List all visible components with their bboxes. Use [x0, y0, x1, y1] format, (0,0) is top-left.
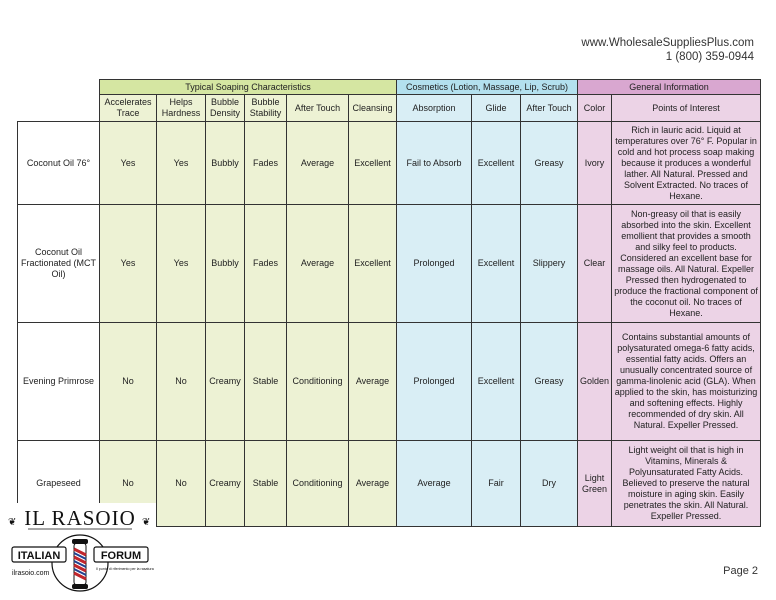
cell-cleansing: Excellent: [349, 122, 397, 205]
logo-left-word: ITALIAN: [17, 550, 61, 562]
cell-trace: No: [100, 441, 157, 527]
cell-stability: Fades: [245, 205, 287, 323]
oil-name: Coconut Oil 76°: [18, 122, 100, 205]
group-soaping: Typical Soaping Characteristics: [100, 80, 397, 95]
col-after-touch: After Touch: [287, 95, 349, 122]
il-rasoio-logo: [4, 503, 156, 595]
oil-name: Evening Primrose: [18, 323, 100, 441]
cell-cleansing: Average: [349, 441, 397, 527]
cell-after-touch-cosmetic: Dry: [521, 441, 578, 527]
cell-after-touch: Conditioning: [287, 441, 349, 527]
barber-pole-icon: [72, 539, 88, 589]
cell-after-touch-cosmetic: Slippery: [521, 205, 578, 323]
page-number: Page 2: [723, 565, 758, 577]
col-after-touch-cosmetic: After Touch: [521, 95, 578, 122]
logo-right-word: FORUM: [100, 550, 142, 562]
phone-text: 1 (800) 359-0944: [665, 51, 754, 63]
logo-ornament-left: ❦: [8, 517, 17, 528]
logo-site: ilrasoio.com: [12, 570, 50, 577]
cell-density: Bubbly: [206, 122, 245, 205]
cell-density: Bubbly: [206, 205, 245, 323]
cell-hardness: No: [157, 441, 206, 527]
cell-stability: Stable: [245, 323, 287, 441]
cell-color: Clear: [578, 205, 612, 323]
cell-glide: Excellent: [472, 122, 521, 205]
cell-trace: Yes: [100, 122, 157, 205]
cell-trace: Yes: [100, 205, 157, 323]
col-bubble-density: Bubble Density: [206, 95, 245, 122]
cell-hardness: Yes: [157, 205, 206, 323]
cell-density: Creamy: [206, 441, 245, 527]
cell-glide: Excellent: [472, 323, 521, 441]
col-glide: Glide: [472, 95, 521, 122]
col-absorption: Absorption: [397, 95, 472, 122]
column-header-row: [18, 95, 761, 122]
cell-absorption: Average: [397, 441, 472, 527]
col-points-of-interest: Points of Interest: [612, 95, 761, 122]
cell-cleansing: Average: [349, 323, 397, 441]
cell-after-touch: Average: [287, 122, 349, 205]
table-row: [18, 205, 761, 323]
cell-color: Golden: [578, 323, 612, 441]
cell-stability: Fades: [245, 122, 287, 205]
logo-ornament-right: ❦: [142, 517, 151, 528]
cell-trace: No: [100, 323, 157, 441]
table-row: [18, 323, 761, 441]
logo-title: IL RASOIO: [24, 506, 136, 530]
logo-tagline: Il punto di riferimento per la rasatura: [96, 567, 154, 571]
group-header-row: [18, 80, 761, 95]
cell-points: Non-greasy oil that is easily absorbed into the skin. Excellent emollient that provides a smooth and silky feel to products. Considered an excellent base for massage oils. All Natural. Expeller Pressed then hydrogenated to produce the fractional component of the coconut oil. No traces of Hexane.: [612, 205, 761, 323]
contact-header: [581, 36, 754, 64]
col-bubble-stability: Bubble Stability: [245, 95, 287, 122]
cell-points: Contains substantial amounts of polysaturated omega-6 fatty acids, essential fatty acids. Offers an unusually concentrated source of gamma-linolenic acid (GLA). When applied to the skin, has moisturizing and softening effects. Highly recommended of dry skin. All Natural. Expeller Pressed.: [612, 323, 761, 441]
cell-glide: Fair: [472, 441, 521, 527]
table-row: [18, 122, 761, 205]
oil-properties-table: [17, 79, 761, 527]
oil-name: Grapeseed: [18, 441, 100, 527]
empty-cell: [18, 80, 100, 95]
col-color: Color: [578, 95, 612, 122]
cell-after-touch-cosmetic: Greasy: [521, 122, 578, 205]
group-general: General Information: [578, 80, 761, 95]
cell-glide: Excellent: [472, 205, 521, 323]
col-accelerates-trace: Accelerates Trace: [100, 95, 157, 122]
group-cosmetics: Cosmetics (Lotion, Massage, Lip, Scrub): [397, 80, 578, 95]
cell-after-touch-cosmetic: Greasy: [521, 323, 578, 441]
cell-density: Creamy: [206, 323, 245, 441]
cell-absorption: Prolonged: [397, 205, 472, 323]
cell-after-touch: Average: [287, 205, 349, 323]
col-helps-hardness: Helps Hardness: [157, 95, 206, 122]
cell-hardness: Yes: [157, 122, 206, 205]
cell-stability: Stable: [245, 441, 287, 527]
cell-absorption: Prolonged: [397, 323, 472, 441]
cell-absorption: Fail to Absorb: [397, 122, 472, 205]
col-cleansing: Cleansing: [349, 95, 397, 122]
cell-cleansing: Excellent: [349, 205, 397, 323]
website-text: www.WholesaleSuppliesPlus.com: [581, 37, 754, 49]
cell-points: Light weight oil that is high in Vitamins, Minerals & Polyunsaturated Fatty Acids. Believed to preserve the natural moisture in aging skin. Easily penetrates the skin. All Natural. Expeller Pressed.: [612, 441, 761, 527]
cell-color: Ivory: [578, 122, 612, 205]
empty-cell: [18, 95, 100, 122]
cell-points: Rich in lauric acid. Liquid at temperatures over 76° F. Popular in cold and hot process soap making because it produces a wonderful lather. All Natural. Pressed and Solvent Extracted. No traces of Hexane.: [612, 122, 761, 205]
cell-hardness: No: [157, 323, 206, 441]
oil-name: Coconut Oil Fractionated (MCT Oil): [18, 205, 100, 323]
cell-after-touch: Conditioning: [287, 323, 349, 441]
cell-color: Light Green: [578, 441, 612, 527]
